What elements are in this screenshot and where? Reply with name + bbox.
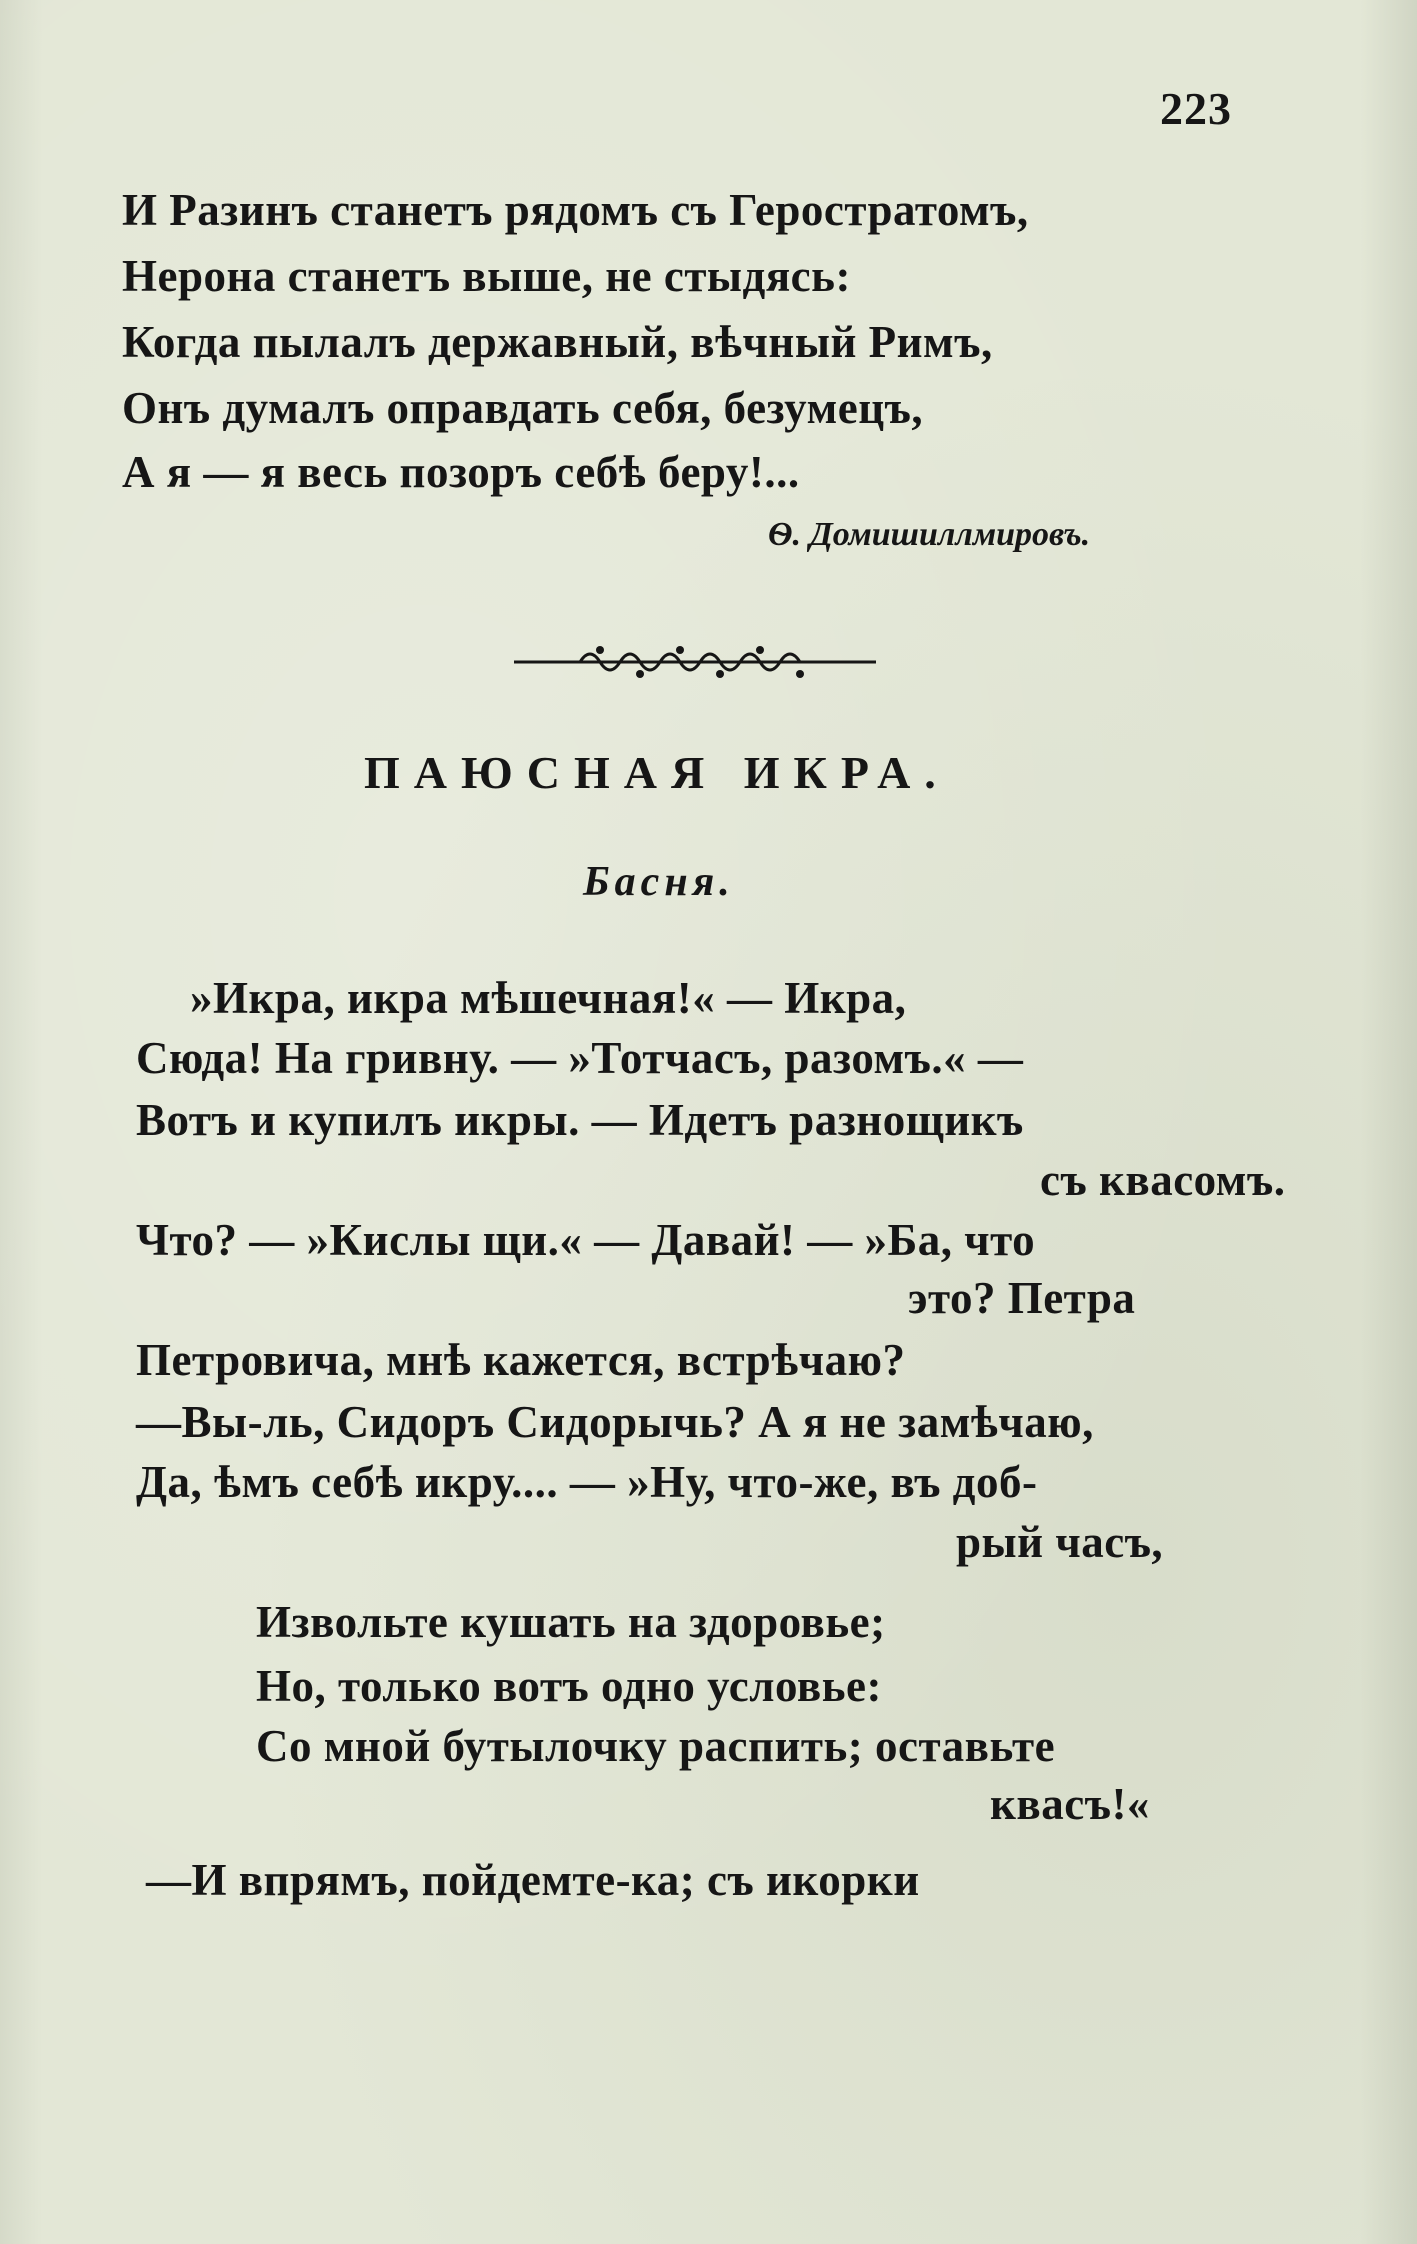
fable-line: квасъ!« (990, 1779, 1150, 1829)
fable-line: Сюда! На гривну. — »Тотчасъ, разомъ.« — (136, 1033, 1024, 1083)
author-signature: Ѳ. Домишиллмировъ. (768, 516, 1091, 553)
fable-line: Да, ѣмъ себѣ икру.... — »Ну, что-же, въ доб- (136, 1457, 1038, 1507)
poem-line: Когда пылалъ державный, вѣчный Римъ, (122, 317, 993, 367)
fable-line: —Вы-ль, Сидоръ Сидорычь? А я не замѣчаю, (136, 1397, 1094, 1447)
fable-line: Со мной бутылочку распить; оставьте (256, 1721, 1056, 1771)
poem-line: И Разинъ станетъ рядомъ съ Геростратомъ, (122, 185, 1029, 235)
fable-line: это? Петра (908, 1273, 1136, 1323)
poem-line: Онъ думалъ оправдать себя, безумецъ, (122, 383, 924, 433)
fable-line: Но, только вотъ одно условье: (256, 1661, 882, 1711)
fable-line: —И впрямъ, пойдемте-ка; съ икорки (146, 1855, 920, 1905)
poem-line: А я — я весь позоръ себѣ беру!... (122, 447, 800, 497)
fable-line: Что? — »Кислы щи.« — Давай! — »Ба, что (136, 1215, 1036, 1265)
fable-line: »Икра, икра мѣшечная!« — Икра, (190, 973, 907, 1023)
divider-ornament-icon (510, 640, 880, 684)
fable-title: ПАЮСНАЯ ИКРА. (364, 747, 950, 798)
fable-line: Вотъ и купилъ икры. — Идетъ разнощикъ (136, 1095, 1024, 1145)
page-number: 223 (1160, 83, 1232, 134)
fable-line: Извольте кушать на здоровье; (256, 1597, 886, 1647)
fable-line: рый часъ, (956, 1517, 1164, 1567)
fable-line: съ квасомъ. (1040, 1155, 1286, 1205)
poem-line: Нерона станетъ выше, не стыдясь: (122, 251, 851, 301)
fable-line: Петровича, мнѣ кажется, встрѣчаю? (136, 1335, 906, 1385)
fable-subtitle: Басня. (583, 859, 735, 905)
